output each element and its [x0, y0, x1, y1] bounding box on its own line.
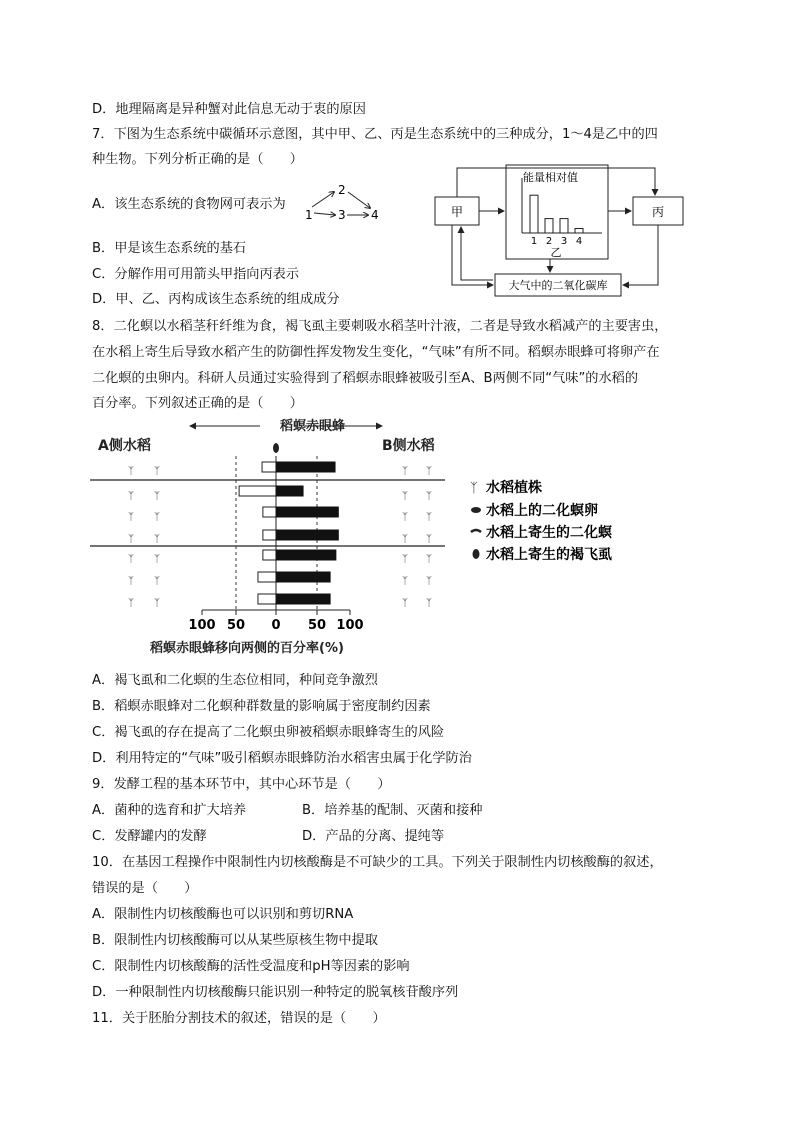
chart-legend: [470, 479, 613, 563]
food-web-node-4: 4: [371, 208, 379, 222]
rice-plant-icon: ᛉ: [154, 554, 160, 565]
rice-plant-icon: ᛉ: [402, 512, 408, 523]
rice-plant-icon: ᛉ: [154, 598, 160, 609]
rice-plant-icon: ᛉ: [402, 466, 408, 477]
legend-icon-planthopper: [473, 549, 480, 559]
q8-stem-line1: 8．二化螟以水稻茎秆纤维为食，褐飞虱主要刺吸水稻茎叶汁液，二者是导致水稻减产的主要害虫，: [92, 319, 668, 334]
legend-plant: 水稻植株: [486, 480, 542, 496]
rice-plant-icon: ᛉ: [402, 598, 408, 609]
q9-option-a: A．菌种的选育和扩大培养: [92, 803, 247, 818]
q8-option-c: C．褐飞虱的存在提高了二化螟虫卵被稻螟赤眼蜂寄生的风险: [92, 725, 445, 740]
rice-plant-icon: ᛉ: [426, 512, 432, 523]
q7-stem-line2: 种生物。下列分析正确的是（ ）: [92, 152, 303, 167]
q10-stem-line1: 10．在基因工程操作中限制性内切核酸酶是不可缺少的工具。下列关于限制性内切核酸酶的叙述，: [92, 855, 663, 870]
bar-a-side: [263, 507, 276, 517]
legend-egg: 水稻上的二化螟卵: [486, 503, 598, 519]
chart-title: 稻螟赤眼蜂: [280, 419, 346, 434]
x-tick-label: 100: [336, 618, 364, 633]
x-tick-label: 100: [188, 618, 216, 633]
legend-planthopper: 水稻上寄生的褐飞虱: [486, 547, 612, 563]
bar-b-side: [276, 486, 303, 496]
energy-bar-label-3: 3: [560, 236, 568, 247]
rice-plant-icon: ᛉ: [402, 534, 408, 545]
carbon-cycle-diagram: [430, 160, 690, 302]
bar-b-side: [276, 550, 336, 560]
q7-food-web: [300, 180, 390, 225]
q7-stem-line1: 7．下图为生态系统中碳循环示意图，其中甲、乙、丙是生态系统中的三种成分，1～4是乙中的四: [92, 127, 658, 142]
food-web-node-1: 1: [305, 208, 313, 222]
bar-b-side: [276, 572, 330, 582]
q10-stem-line2: 错误的是（ ）: [92, 881, 198, 896]
left-side-label: A侧水稻: [98, 438, 151, 454]
bar-a-side: [263, 530, 276, 540]
right-side-label: B侧水稻: [382, 438, 435, 454]
rice-plant-icon: ᛉ: [128, 576, 134, 587]
rice-plant-icon: ᛉ: [402, 576, 408, 587]
q9-option-d: D．产品的分离、提纯等: [302, 829, 445, 844]
energy-bar-2: [545, 219, 553, 233]
bar-a-side: [258, 572, 276, 582]
box-jia-label: 甲: [450, 205, 464, 219]
box-co2-label: 大气中的二氧化碳库: [508, 279, 608, 292]
legend-icon-egg: [471, 507, 481, 513]
rice-plant-icon: ᛉ: [154, 466, 160, 477]
rice-plant-icon: ᛉ: [154, 512, 160, 523]
q8-option-b: B．稻螟赤眼蜂对二化螟种群数量的影响属于密度制约因素: [92, 699, 431, 714]
rice-plant-icon: ᛉ: [426, 534, 432, 545]
bar-a-side: [239, 486, 276, 496]
rice-plant-icon: ᛉ: [128, 554, 134, 565]
q8-stem-line4: 百分率。下列叙述正确的是（ ）: [92, 396, 303, 411]
legend-icon-plant: ᛉ: [470, 481, 478, 496]
q10-option-c: C．限制性内切核酸酶的活性受温度和pH等因素的影响: [92, 959, 410, 974]
rice-plant-icon: ᛉ: [426, 491, 432, 502]
wasp-icon: [273, 443, 279, 453]
q7-option-a: A．该生态系统的食物网可表示为: [92, 197, 286, 212]
q9-option-b: B．培养基的配制、灭菌和接种: [302, 803, 483, 818]
legend-icon-borer: [471, 530, 481, 532]
rice-plant-icon: ᛉ: [426, 466, 432, 477]
q8-stem-line3: 二化螟的虫卵内。科研人员通过实验得到了稻螟赤眼蜂被吸引至A、B两侧不同“气味”的水稻的: [92, 371, 639, 386]
rice-plant-icon: ᛉ: [128, 534, 134, 545]
bar-b-side: [276, 507, 338, 517]
energy-bar-4: [575, 229, 583, 234]
q6-option-d: D．地理隔离是异种蟹对此信息无动于衷的原因: [92, 102, 366, 117]
rice-plant-icon: ᛉ: [154, 491, 160, 502]
energy-bar-label-4: 4: [575, 236, 583, 247]
q10-option-b: B．限制性内切核酸酶可以从某些原核生物中提取: [92, 933, 378, 948]
legend-borer: 水稻上寄生的二化螟: [486, 525, 612, 541]
q10-option-d: D．一种限制性内切核酸酶只能识别一种特定的脱氧核苷酸序列: [92, 985, 459, 1000]
energy-bar-3: [560, 219, 568, 233]
x-tick-label: 50: [307, 618, 327, 633]
bar-a-side: [262, 462, 276, 472]
rice-plant-icon: ᛉ: [426, 554, 432, 565]
rice-plant-icon: ᛉ: [402, 554, 408, 565]
q11-stem: 11．关于胚胎分割技术的叙述，错误的是（ ）: [92, 1011, 386, 1026]
q7-option-d: D．甲、乙、丙构成该生态系统的组成成分: [92, 292, 340, 307]
inner-chart-title: 能量相对值: [523, 171, 578, 184]
q8-option-d: D．利用特定的“气味”吸引稻螟赤眼蜂防治水稻害虫属于化学防治: [92, 751, 472, 766]
box-bing-label: 丙: [651, 205, 665, 219]
q9-option-c: C．发酵罐内的发酵: [92, 829, 207, 844]
rice-plant-icon: ᛉ: [128, 466, 134, 477]
rice-plant-icon: ᛉ: [128, 491, 134, 502]
bar-b-side: [276, 462, 335, 472]
energy-bar-label-1: 1: [530, 236, 538, 247]
parasitoid-chart: [90, 414, 660, 659]
bar-b-side: [276, 594, 330, 604]
rice-plant-icon: ᛉ: [128, 512, 134, 523]
q9-stem: 9．发酵工程的基本环节中，其中心环节是（ ）: [92, 777, 391, 792]
rice-plant-icon: ᛉ: [402, 491, 408, 502]
rice-plant-icon: ᛉ: [154, 576, 160, 587]
inner-chart-xlabel: 乙: [550, 246, 562, 259]
bar-b-side: [276, 530, 338, 540]
q10-option-a: A．限制性内切核酸酶也可以识别和剪切RNA: [92, 907, 354, 922]
x-tick-label: 50: [226, 618, 246, 633]
energy-bar-1: [530, 195, 538, 233]
rice-plant-icon: ᛉ: [426, 598, 432, 609]
q7-option-b: B．甲是该生态系统的基石: [92, 241, 247, 256]
bar-a-side: [263, 550, 276, 560]
q8-stem-line2: 在水稻上寄生后导致水稻产生的防御性挥发物发生变化，“气味”有所不同。稻螟赤眼蜂可将卵产在: [92, 345, 660, 360]
bar-a-side: [258, 594, 276, 604]
food-web-node-2: 2: [338, 183, 346, 197]
x-tick-label: 0: [271, 618, 281, 633]
chart-xlabel: 稻螟赤眼蜂移向两侧的百分率(%): [150, 641, 344, 656]
rice-plant-icon: ᛉ: [128, 598, 134, 609]
rice-plant-icon: ᛉ: [154, 534, 160, 545]
q7-option-c: C．分解作用可用箭头甲指向丙表示: [92, 267, 300, 282]
energy-bar-label-2: 2: [545, 236, 553, 247]
rice-plant-icon: ᛉ: [426, 576, 432, 587]
food-web-node-3: 3: [338, 208, 346, 222]
q8-option-a: A．褐飞虱和二化螟的生态位相同，种间竞争激烈: [92, 673, 378, 688]
